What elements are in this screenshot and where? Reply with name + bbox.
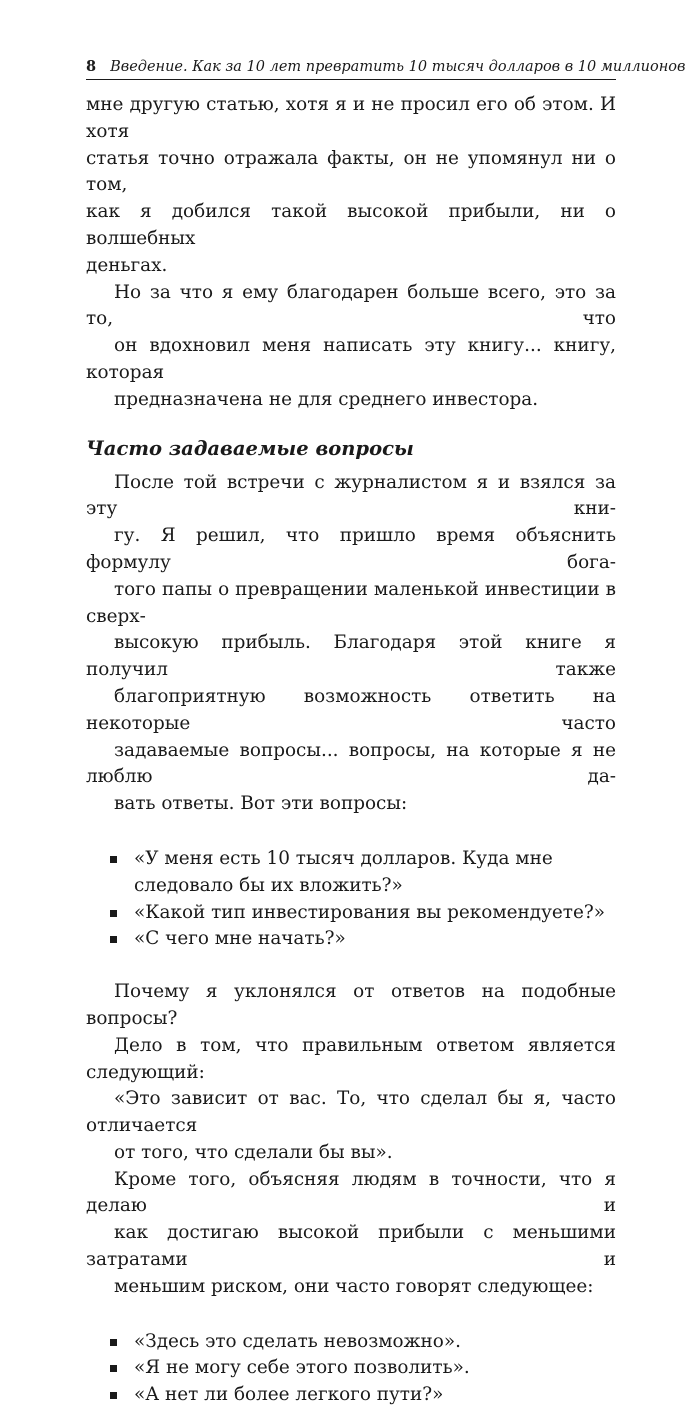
text-line: того папы о превращении маленькой инвестиции в сверх-: [86, 578, 616, 627]
text-line: задаваемые вопросы... вопросы, на которые я не люблю да-: [86, 739, 616, 788]
text-line: Почему я уклонялся от ответов на подобные вопросы?: [86, 981, 616, 1029]
text-line: как достигаю высокой прибыли с меньшими затратами и: [86, 1222, 616, 1271]
running-title: Введение. Как за 10 лет превратить 10 тысяч долларов в 10 миллионов: [110, 59, 686, 75]
paragraph: [86, 979, 616, 1167]
bullet-list: [86, 1329, 616, 1409]
text-line: благоприятную возможность ответить на некоторые часто: [86, 685, 616, 734]
page-number: 8: [86, 58, 97, 75]
list-item: «У меня есть 10 тысяч долларов. Куда мне следовало бы их вложить?»: [86, 846, 616, 900]
paragraph: [86, 1167, 616, 1301]
paragraph: [86, 92, 616, 280]
text-line: меньшим риском, они часто говорят следующее:: [114, 1275, 594, 1297]
list-item: «С чего мне начать?»: [86, 926, 616, 953]
text-line: предназначена не для среднего инвестора.: [114, 388, 539, 410]
text-line: высокую прибыль. Благодаря этой книге я получил также: [86, 632, 616, 681]
section-heading: Часто задаваемые вопросы: [86, 436, 414, 460]
body-text: [86, 92, 616, 1409]
text-line: вать ответы. Вот эти вопросы:: [114, 793, 408, 815]
running-header: [86, 58, 686, 80]
text-line: как я добился такой высокой прибыли, ни о волшебных: [86, 201, 616, 249]
text-line: гу. Я решил, что пришло время объяснить формулу бога-: [86, 525, 616, 573]
text-line: Дело в том, что правильным ответом является следующий:: [86, 1034, 616, 1083]
list-item: «А нет ли более легкого пути?»: [86, 1382, 616, 1409]
text-line: мне другую статью, хотя я и не просил его об этом. И хотя: [86, 94, 616, 142]
text-line: он вдохновил меня написать эту книгу... книгу, которая: [86, 335, 616, 383]
paragraph: [86, 280, 616, 414]
text-line: После той встречи с журналистом я и взялся за эту кни-: [86, 471, 616, 520]
list-item: «Здесь это сделать невозможно».: [86, 1329, 616, 1356]
paragraph: [86, 470, 616, 818]
list-item: «Я не могу себе этого позволить».: [86, 1355, 616, 1382]
text-line: от того, что сделали бы вы».: [114, 1141, 393, 1163]
text-line: «Это зависит от вас. То, что сделал бы я, часто отличается: [86, 1088, 616, 1137]
text-line: деньгах.: [86, 254, 168, 276]
text-line: статья точно отражала факты, он не упомянул ни о том,: [86, 147, 616, 196]
list-item: «Какой тип инвестирования вы рекомендуете?»: [86, 900, 616, 927]
bullet-list: [86, 846, 616, 953]
text-line: Но за что я ему благодарен больше всего, это за то, что: [86, 281, 616, 330]
text-line: Кроме того, объясняя людям в точности, что я делаю и: [86, 1168, 616, 1217]
